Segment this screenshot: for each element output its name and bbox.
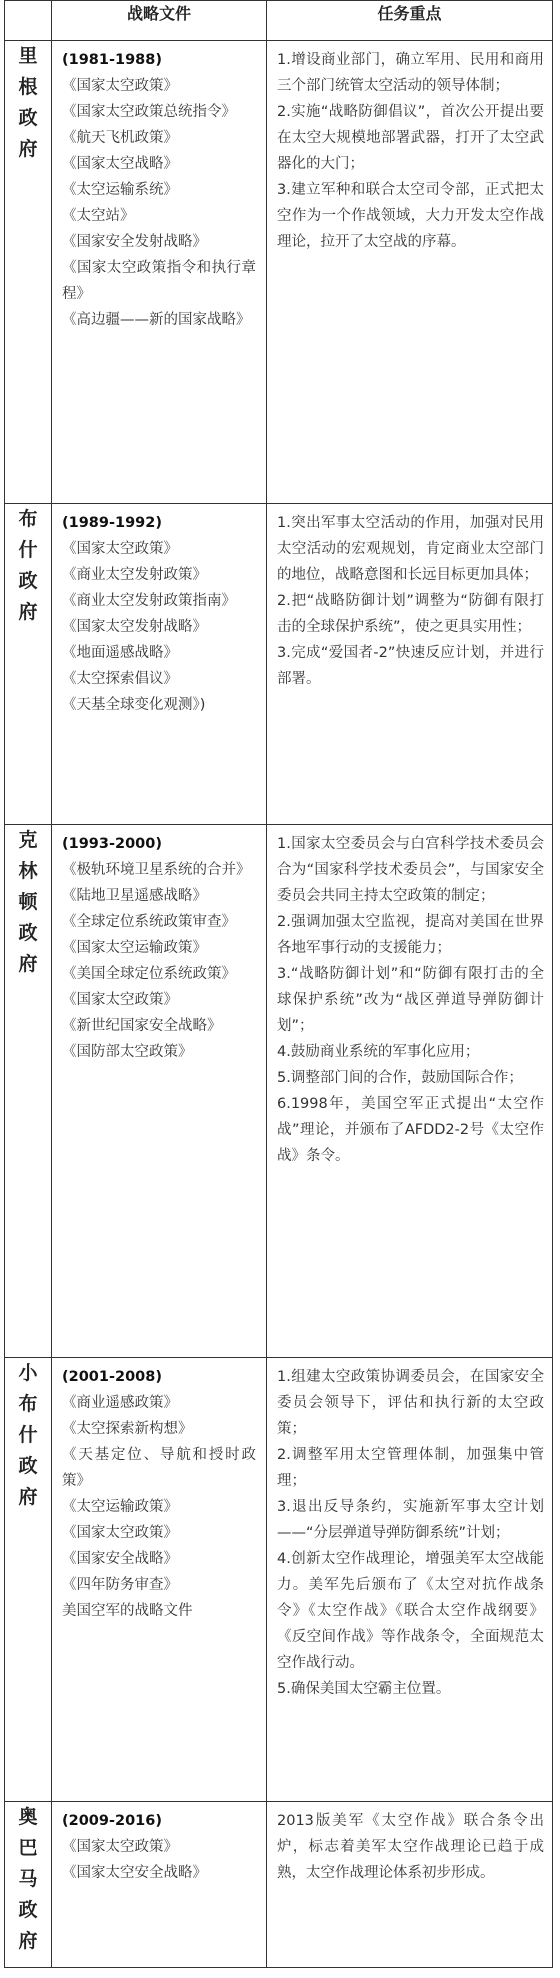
strategy-document: 《新世纪国家安全战略》 bbox=[62, 1018, 222, 1034]
administration-name bbox=[5, 1802, 52, 1968]
period-label: (1981-1988) bbox=[62, 52, 162, 68]
administration-char: 政 bbox=[18, 922, 38, 944]
strategy-document: 《高边疆——新的国家战略》 bbox=[62, 312, 251, 328]
administration-char: 林 bbox=[18, 860, 38, 882]
administration-char: 顿 bbox=[18, 891, 38, 913]
strategy-document: 《国家太空政策》 bbox=[62, 78, 178, 94]
administration-char: 府 bbox=[18, 953, 38, 975]
strategy-document: 《陆地卫星遥感战略》 bbox=[62, 888, 207, 904]
administration-name bbox=[5, 825, 52, 1358]
task-item: 2.调整军用太空管理体制，加强集中管理； bbox=[277, 1447, 544, 1489]
task-item: 3.退出反导条约，实施新军事太空计划——“分层弹道导弹防御系统”计划； bbox=[277, 1499, 544, 1541]
administration-char: 府 bbox=[18, 1486, 38, 1508]
table-row bbox=[5, 1802, 553, 1968]
strategy-table bbox=[4, 0, 553, 1968]
strategy-document: 《国家太空政策》 bbox=[62, 541, 178, 557]
administration-char: 里 bbox=[18, 45, 38, 67]
administration-char: 布 bbox=[18, 508, 38, 530]
task-item: 1.突出军事太空活动的作用，加强对民用太空活动的宏观规划，肯定商业太空部门的地位，战略意图和长远目标更加具体； bbox=[277, 515, 544, 583]
strategy-document: 《全球定位系统政策审查》 bbox=[62, 914, 236, 930]
task-focus-cell bbox=[267, 825, 553, 1358]
table-row bbox=[5, 1358, 553, 1802]
strategy-document: 《太空探索倡议》 bbox=[62, 671, 178, 687]
administration-char: 克 bbox=[18, 829, 38, 851]
strategy-document: 《商业太空发射政策指南》 bbox=[62, 593, 236, 609]
header-row bbox=[5, 1, 553, 41]
task-item: 2.强调加强太空监视，提高对美国在世界各地军事行动的支援能力； bbox=[277, 914, 544, 956]
table-row bbox=[5, 41, 553, 504]
administration-char: 政 bbox=[18, 570, 38, 592]
task-item: 5.调整部门间的合作，鼓励国际合作； bbox=[277, 1070, 523, 1086]
strategy-document: 《四年防务审查》 bbox=[62, 1577, 178, 1593]
table-row bbox=[5, 504, 553, 825]
task-item: 1.组建太空政策协调委员会，在国家安全委员会领导下，评估和执行新的太空政策； bbox=[277, 1369, 544, 1437]
task-item: 2.把“战略防御计划”调整为“防御有限打击的全球保护系统”，使之更具实用性； bbox=[277, 593, 544, 635]
strategy-document: 《国家安全发射战略》 bbox=[62, 234, 207, 250]
strategy-document: 《国家太空政策指令和执行章程》 bbox=[62, 260, 256, 302]
task-item: 2013版美军《太空作战》联合条令出炉，标志着美军太空作战理论已趋于成熟，太空作战理论体系初步形成。 bbox=[277, 1813, 544, 1881]
period-label: (1989-1992) bbox=[62, 515, 162, 531]
task-item: 3.“战略防御计划”和“防御有限打击的全球保护系统”改为“战区弹道导弹防御计划”； bbox=[277, 966, 544, 1034]
administration-char: 什 bbox=[18, 539, 38, 561]
table-row bbox=[5, 825, 553, 1358]
task-item: 4.创新太空作战理论，增强美军太空战能力。美军先后颁布了《太空对抗作战条令》《太空作战》《联合太空作战纲要》《反空间作战》等作战条令，全面规范太空作战行动。 bbox=[277, 1551, 544, 1671]
administration-char: 小 bbox=[18, 1362, 38, 1384]
task-item: 3.建立军种和联合太空司令部，正式把太空作为一个作战领域，大力开发太空作战理论，拉开了太空战的序幕。 bbox=[277, 182, 544, 250]
administration-name bbox=[5, 41, 52, 504]
header-tasks: 任务重点 bbox=[267, 1, 553, 41]
task-item: 1.增设商业部门，确立军用、民用和商用三个部门统管太空活动的领导体制； bbox=[277, 52, 544, 94]
strategy-document: 《商业太空发射政策》 bbox=[62, 567, 207, 583]
administration-char: 布 bbox=[18, 1393, 38, 1415]
strategy-document: 《国家太空发射战略》 bbox=[62, 619, 207, 635]
administration-char: 奥 bbox=[18, 1806, 38, 1828]
administration-char: 府 bbox=[18, 601, 38, 623]
strategy-document: 《国家太空战略》 bbox=[62, 156, 178, 172]
task-item: 4.鼓励商业系统的军事化应用； bbox=[277, 1044, 480, 1060]
strategy-document: 《太空运输系统》 bbox=[62, 182, 178, 198]
table-body bbox=[5, 41, 553, 1968]
strategy-document: 《美国全球定位系统政策》 bbox=[62, 966, 236, 982]
strategy-document: 《天基定位、导航和授时政策》 bbox=[62, 1447, 256, 1489]
administration-char: 政 bbox=[18, 1899, 38, 1921]
strategy-document: 《地面遥感战略》 bbox=[62, 645, 178, 661]
administration-char: 什 bbox=[18, 1424, 38, 1446]
task-focus-cell bbox=[267, 41, 553, 504]
administration-char: 巴 bbox=[18, 1837, 38, 1859]
administration-char: 政 bbox=[18, 1455, 38, 1477]
administration-char: 政 bbox=[18, 107, 38, 129]
header-docs: 战略文件 bbox=[52, 1, 267, 41]
strategy-document: 美国空军的战略文件 bbox=[62, 1603, 193, 1619]
task-focus-cell bbox=[267, 1358, 553, 1802]
task-item: 2.实施“战略防御倡议”，首次公开提出要在太空大规模地部署武器，打开了太空武器化的大门； bbox=[277, 104, 544, 172]
strategy-document: 《天基全球变化观测》) bbox=[62, 697, 206, 713]
strategy-documents-cell bbox=[52, 41, 267, 504]
task-item: 6.1998年，美国空军正式提出“太空作战”理论，并颁布了AFDD2-2号《太空作战》条令。 bbox=[277, 1096, 544, 1164]
administration-char: 根 bbox=[18, 76, 38, 98]
period-label: (2009-2016) bbox=[62, 1813, 162, 1829]
strategy-document: 《国家太空政策》 bbox=[62, 1839, 178, 1855]
strategy-documents-cell bbox=[52, 825, 267, 1358]
strategy-document: 《太空探索新构想》 bbox=[62, 1421, 193, 1437]
header-admin-cell bbox=[5, 1, 52, 41]
strategy-document: 《国家太空运输政策》 bbox=[62, 940, 207, 956]
strategy-document: 《国家太空政策》 bbox=[62, 992, 178, 1008]
administration-name bbox=[5, 1358, 52, 1802]
administration-char: 府 bbox=[18, 138, 38, 160]
administration-char: 马 bbox=[18, 1868, 38, 1890]
task-focus-cell bbox=[267, 1802, 553, 1968]
strategy-documents-cell bbox=[52, 1358, 267, 1802]
task-item: 3.完成“爱国者-2”快速反应计划，并进行部署。 bbox=[277, 645, 544, 687]
strategy-document: 《国家太空安全战略》 bbox=[62, 1865, 207, 1881]
strategy-document: 《太空运输政策》 bbox=[62, 1499, 178, 1515]
strategy-document: 《国家太空政策》 bbox=[62, 1525, 178, 1541]
strategy-document: 《国防部太空政策》 bbox=[62, 1044, 193, 1060]
task-focus-cell bbox=[267, 504, 553, 825]
strategy-document: 《国家太空政策总统指令》 bbox=[62, 104, 236, 120]
strategy-documents-cell bbox=[52, 1802, 267, 1968]
administration-char: 府 bbox=[18, 1930, 38, 1952]
strategy-document: 《极轨环境卫星系统的合并》 bbox=[62, 862, 251, 878]
period-label: (1993-2000) bbox=[62, 836, 162, 852]
strategy-documents-cell bbox=[52, 504, 267, 825]
strategy-document: 《航天飞机政策》 bbox=[62, 130, 178, 146]
period-label: (2001-2008) bbox=[62, 1369, 162, 1385]
strategy-document: 《商业遥感政策》 bbox=[62, 1395, 178, 1411]
task-item: 1.国家太空委员会与白宫科学技术委员会合为“国家科学技术委员会”，与国家安全委员会共同主持太空政策的制定； bbox=[277, 836, 544, 904]
administration-name bbox=[5, 504, 52, 825]
task-item: 5.确保美国太空霸主位置。 bbox=[277, 1681, 451, 1697]
strategy-document: 《国家安全战略》 bbox=[62, 1551, 178, 1567]
strategy-document: 《太空站》 bbox=[62, 208, 135, 224]
